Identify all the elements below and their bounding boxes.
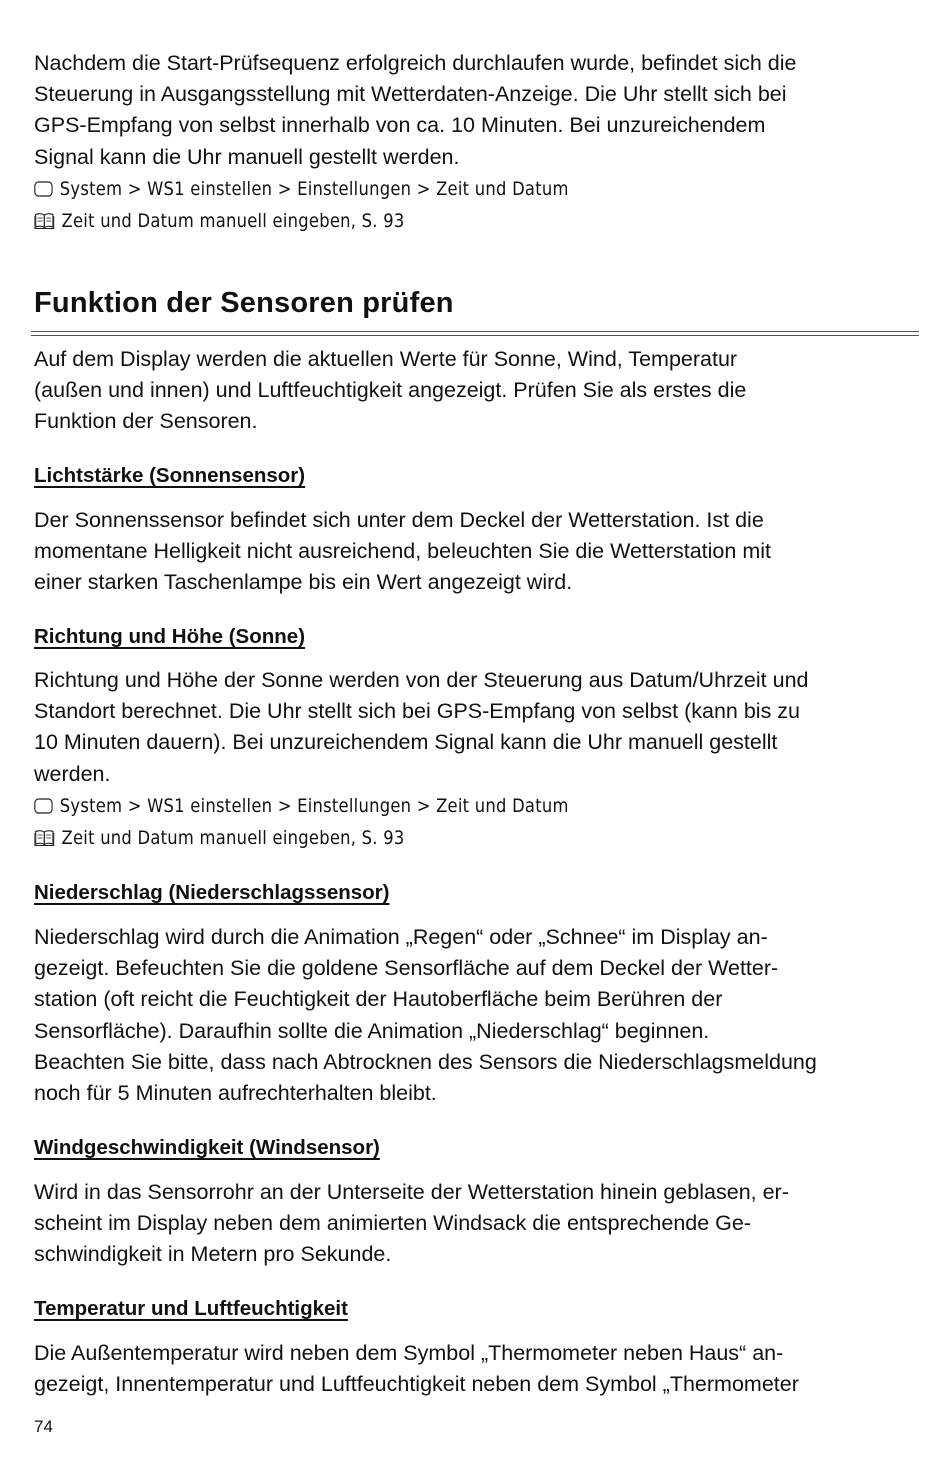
text-line: gezeigt, Innentemperatur und Luftfeuchtigkeit neben dem Symbol „Thermometer	[34, 1372, 799, 1397]
subsection-heading: Temperatur und Luftfeuchtigkeit	[34, 1297, 348, 1320]
book-icon	[34, 829, 55, 847]
paragraph	[34, 665, 916, 790]
paragraph	[34, 1338, 916, 1400]
book-icon	[34, 212, 55, 230]
subsection-wind-body	[34, 1177, 916, 1271]
text-line: Wird in das Sensorrohr an der Unterseite der Wetterstation hinein geblasen, er-	[34, 1180, 789, 1204]
section-title: Funktion der Sensoren prüfen	[34, 287, 454, 319]
text-line: Die Außentemperatur wird neben dem Symbol „Thermometer neben Haus“ an-	[34, 1341, 784, 1365]
subsection-light	[34, 464, 916, 488]
subsection-temp	[34, 1297, 916, 1321]
text-line: Auf dem Display werden die aktuellen Werte für Sonne, Wind, Temperatur	[34, 347, 738, 371]
text-line: Nachdem die Start-Prüfsequenz erfolgreich durchlaufen wurde, befindet sich die	[34, 51, 797, 75]
text-line: scheint im Display neben dem animierten Windsack die entsprechende Ge-	[34, 1211, 752, 1236]
display-icon	[34, 181, 53, 197]
text-line: noch für 5 Minuten aufrechterhalten bleibt.	[34, 1081, 437, 1106]
text-line: Beachten Sie bitte, dass nach Abtrocknen des Sensors die Niederschlagsmeldung	[34, 1049, 817, 1074]
page-number: 74	[34, 1417, 53, 1436]
text-line: GPS-Empfang von selbst innerhalb von ca. 10 Minuten. Bei unzureichendem	[34, 113, 766, 138]
paragraph	[34, 922, 916, 1109]
text-line: Signal kann die Uhr manuell gestellt werden.	[34, 144, 460, 169]
text-line: 10 Minuten dauern). Bei unzureichendem Signal kann die Uhr manuell gestellt	[34, 730, 778, 755]
subsection-rain	[34, 881, 916, 905]
menu-path-line	[34, 790, 793, 822]
menu-path-text: System > WS1 einstellen > Einstellungen > Zeit und Datum	[59, 177, 569, 200]
reference-line	[34, 822, 793, 854]
subsection-heading: Niederschlag (Niederschlagssensor)	[34, 881, 390, 904]
text-line: (außen und innen) und Luftfeuchtigkeit angezeigt. Prüfen Sie als erstes die	[34, 378, 747, 403]
text-line: Funktion der Sensoren.	[34, 409, 258, 434]
intro-block	[34, 48, 916, 237]
text-line: schwindigkeit in Metern pro Sekunde.	[34, 1242, 392, 1267]
text-line: Richtung und Höhe der Sonne werden von der Steuerung aus Datum/Uhrzeit und	[34, 668, 809, 692]
subsection-rain-body	[34, 922, 916, 1109]
text-line: Standort berechnet. Die Uhr stellt sich bei GPS-Empfang von selbst (kann bis zu	[34, 699, 801, 724]
subsection-sun	[34, 625, 916, 649]
paragraph	[34, 505, 916, 599]
paragraph	[34, 1177, 916, 1271]
text-line: station (oft reicht die Feuchtigkeit der Hautoberfläche beim Berühren der	[34, 987, 723, 1012]
subsection-heading: Richtung und Höhe (Sonne)	[34, 625, 306, 648]
subsection-heading: Windgeschwindigkeit (Windsensor)	[34, 1136, 380, 1159]
section-intro	[34, 344, 916, 438]
subsection-heading: Lichtstärke (Sonnensensor)	[34, 464, 306, 487]
text-line: Der Sonnenssensor befindet sich unter dem Deckel der Wetterstation. Ist die	[34, 508, 764, 532]
reference-text: Zeit und Datum manuell eingeben, S. 93	[61, 209, 405, 232]
subsection-sun-body	[34, 665, 916, 854]
section-rule	[31, 331, 919, 336]
text-line: einer starken Taschenlampe bis ein Wert angezeigt wird.	[34, 570, 573, 595]
text-line: Niederschlag wird durch die Animation „Regen“ oder „Schnee“ im Display an-	[34, 925, 768, 949]
menu-path-line	[34, 173, 793, 205]
text-line: Sensorfläche). Daraufhin sollte die Animation „Niederschlag“ beginnen.	[34, 1018, 710, 1043]
reference-line	[34, 205, 793, 237]
reference-text: Zeit und Datum manuell eingeben, S. 93	[61, 826, 405, 849]
text-line: momentane Helligkeit nicht ausreichend, beleuchten Sie die Wetterstation mit	[34, 539, 771, 564]
intro-paragraph	[34, 48, 916, 173]
section-intro-paragraph	[34, 344, 916, 438]
text-line: Steuerung in Ausgangsstellung mit Wetterdaten-Anzeige. Die Uhr stellt sich bei	[34, 82, 787, 107]
subsection-wind	[34, 1136, 916, 1160]
text-line: gezeigt. Befeuchten Sie die goldene Sensorfläche auf dem Deckel der Wetter-	[34, 956, 779, 981]
menu-path-text: System > WS1 einstellen > Einstellungen > Zeit und Datum	[59, 794, 569, 817]
subsection-light-body	[34, 505, 916, 599]
display-icon	[34, 798, 53, 814]
subsection-temp-body	[34, 1338, 916, 1400]
text-line: werden.	[34, 761, 111, 786]
